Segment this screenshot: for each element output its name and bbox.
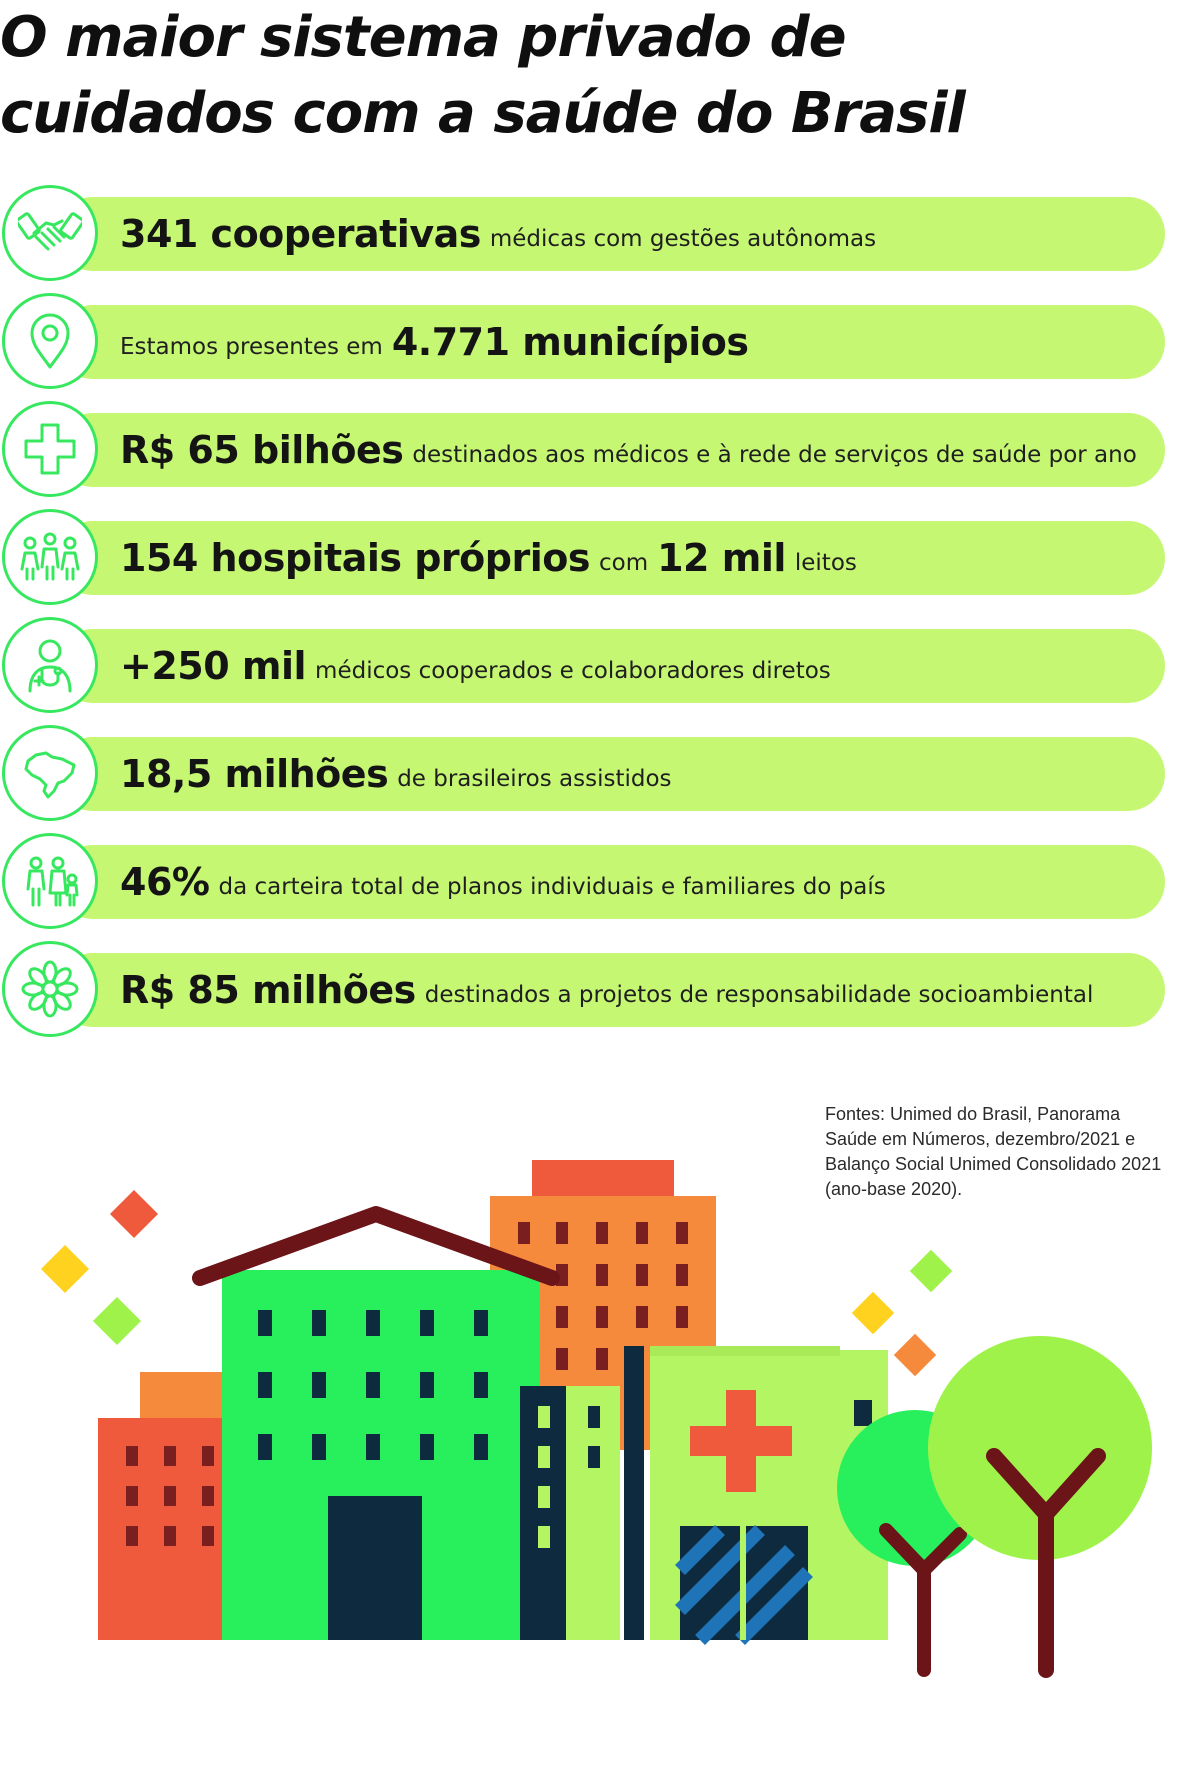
city-illustration	[0, 1150, 1200, 1750]
stat-row-market-share	[0, 833, 1165, 933]
stat-description: Estamos presentes em	[120, 334, 383, 360]
stat-row-beneficiaries	[0, 725, 1165, 825]
stat-description: destinados aos médicos e à rede de serviços de saúde por ano	[412, 442, 1137, 468]
stat-highlight: 341 cooperativas	[120, 212, 481, 256]
doctor-stethoscope-icon	[2, 617, 98, 713]
stat-text	[120, 737, 1145, 811]
title-line-2: cuidados com a saúde do Brasil	[0, 81, 965, 146]
stat-description: de brasileiros assistidos	[397, 766, 672, 792]
location-pin-icon	[2, 293, 98, 389]
stat-description: com	[598, 550, 649, 576]
page-title	[0, 0, 1150, 152]
stat-row-cooperatives	[0, 185, 1165, 285]
stat-text	[120, 845, 1145, 919]
diamond-decoration	[894, 1334, 936, 1376]
stat-row-billions	[0, 401, 1165, 501]
stat-description: médicas com gestões autônomas	[489, 226, 877, 252]
stat-description: médicos cooperados e colaboradores diretos	[315, 658, 831, 684]
stat-text	[120, 953, 1145, 1027]
stat-row-municipalities	[0, 293, 1165, 393]
stat-highlight: 46%	[120, 860, 210, 904]
stat-row-doctors	[0, 617, 1165, 717]
sources-line-3: Balanço Social Unimed Consolidado 2021	[825, 1154, 1162, 1174]
building-red-roof	[140, 1372, 232, 1422]
stat-highlight: 4.771 municípios	[391, 320, 749, 364]
diamond-decoration	[41, 1245, 89, 1293]
sources-line-4: (ano-base 2020).	[825, 1179, 963, 1199]
brazil-map-icon	[2, 725, 98, 821]
diamond-decoration	[910, 1250, 952, 1292]
tower-top	[532, 1160, 674, 1200]
flower-icon	[2, 941, 98, 1037]
stat-text	[120, 521, 1145, 595]
stat-text	[120, 305, 1145, 379]
diamond-decoration	[93, 1297, 141, 1345]
building-green-door	[328, 1496, 422, 1640]
stat-text	[120, 197, 1145, 271]
handshake-icon	[2, 185, 98, 281]
stat-highlight-2: 12 mil	[657, 536, 786, 580]
stat-text	[120, 629, 1145, 703]
stat-row-hospitals	[0, 509, 1165, 609]
diamond-decoration	[110, 1190, 158, 1238]
sources-line-1: Fontes: Unimed do Brasil, Panorama	[825, 1104, 1121, 1124]
stat-highlight: R$ 65 bilhões	[120, 428, 404, 472]
stat-row-social-projects	[0, 941, 1165, 1041]
title-line-1: O maior sistema privado de	[0, 5, 846, 70]
group-people-icon	[2, 509, 98, 605]
stat-text	[120, 413, 1145, 487]
stat-highlight: 18,5 milhões	[120, 752, 389, 796]
stat-description: destinados a projetos de responsabilidade socioambiental	[424, 982, 1094, 1008]
diamond-decoration	[852, 1292, 894, 1334]
stat-highlight: R$ 85 milhões	[120, 968, 416, 1012]
medical-cross-icon	[2, 401, 98, 497]
sources-line-2: Saúde em Números, dezembro/2021 e	[825, 1129, 1136, 1149]
stat-description: da carteira total de planos individuais e familiares do país	[218, 874, 886, 900]
family-icon	[2, 833, 98, 929]
stat-description-2: leitos	[794, 550, 857, 576]
stat-highlight: +250 mil	[120, 644, 307, 688]
stat-highlight: 154 hospitais próprios	[120, 536, 590, 580]
